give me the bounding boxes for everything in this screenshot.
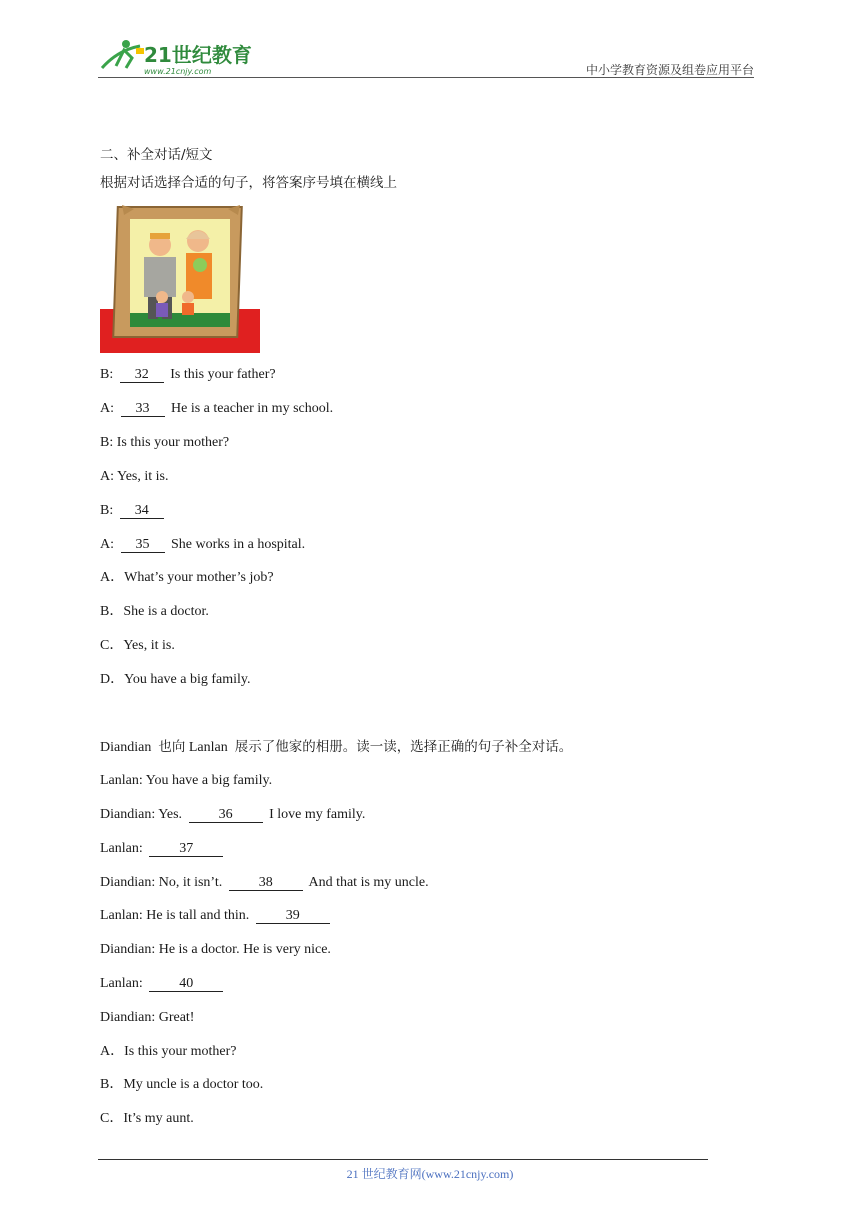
option-c: C．Yes, it is. <box>100 638 175 653</box>
option-b: B．She is a doctor. <box>100 604 209 619</box>
svg-text:21世纪教育: 21世纪教育 <box>144 43 252 67</box>
site-tagline: 中小学教育资源及组卷应用平台 <box>585 63 754 77</box>
dialogue-line: Diandian: He is a doctor. He is very nice. <box>100 942 331 957</box>
footer-link[interactable]: 21 世纪教育网(www.21cnjy.com) <box>346 1167 514 1181</box>
answer-blank[interactable]: 38 <box>229 875 303 891</box>
dialogue-line: Lanlan: 40 <box>100 975 226 993</box>
dialogue-line: Diandian: Great! <box>100 1010 195 1025</box>
dialogue-line: Lanlan: You have a big family. <box>100 773 273 788</box>
dialogue-line: B: 32 Is this your father? <box>100 367 276 382</box>
answer-blank[interactable]: 32 <box>120 367 164 383</box>
dialogue-line: Diandian: No, it isn’t. 38 And that is my uncle. <box>100 875 429 890</box>
svg-text:www.21cnjy.com: www.21cnjy.com <box>144 67 212 76</box>
dialogue-line: A: 35 She works in a hospital. <box>100 537 306 552</box>
option-a: A．Is this your mother? <box>100 1044 237 1059</box>
dialogue-line: B: Is this your mother? <box>100 435 230 450</box>
family-photo-illustration <box>100 201 260 353</box>
dialogue-line: A: 33 He is a teacher in my school. <box>100 401 334 416</box>
section-instruction: 根据对话选择合适的句子，将答案序号填在横线上 <box>100 175 397 191</box>
option-a: A．What’s your mother’s job? <box>100 570 274 585</box>
section-title: 二、补全对话/短文 <box>100 147 213 163</box>
answer-blank[interactable]: 34 <box>120 503 164 519</box>
dialogue-line: Lanlan: 37 <box>100 840 226 858</box>
dialogue-line: Lanlan: He is tall and thin. 39 <box>100 907 333 925</box>
option-c: C．It’s my aunt. <box>100 1111 194 1126</box>
site-logo <box>96 38 258 78</box>
answer-blank[interactable]: 37 <box>149 841 223 857</box>
dialogue-line: Diandian: Yes. 36 I love my family. <box>100 807 366 822</box>
header-divider <box>98 77 754 78</box>
answer-blank[interactable]: 36 <box>189 807 263 823</box>
answer-blank[interactable]: 33 <box>121 401 165 417</box>
answer-blank[interactable]: 35 <box>121 537 165 553</box>
answer-blank[interactable]: 40 <box>149 976 223 992</box>
section2-intro: Diandian 也向 Lanlan 展示了他家的相册。读一读，选择正确的句子补全对话。 <box>100 739 573 755</box>
dialogue-line: A: Yes, it is. <box>100 469 169 484</box>
dialogue-line: B: 34 <box>100 502 167 520</box>
footer-divider <box>98 1159 708 1160</box>
option-b: B．My uncle is a doctor too. <box>100 1077 264 1092</box>
answer-blank[interactable]: 39 <box>256 908 330 924</box>
option-d: D．You have a big family. <box>100 672 251 687</box>
